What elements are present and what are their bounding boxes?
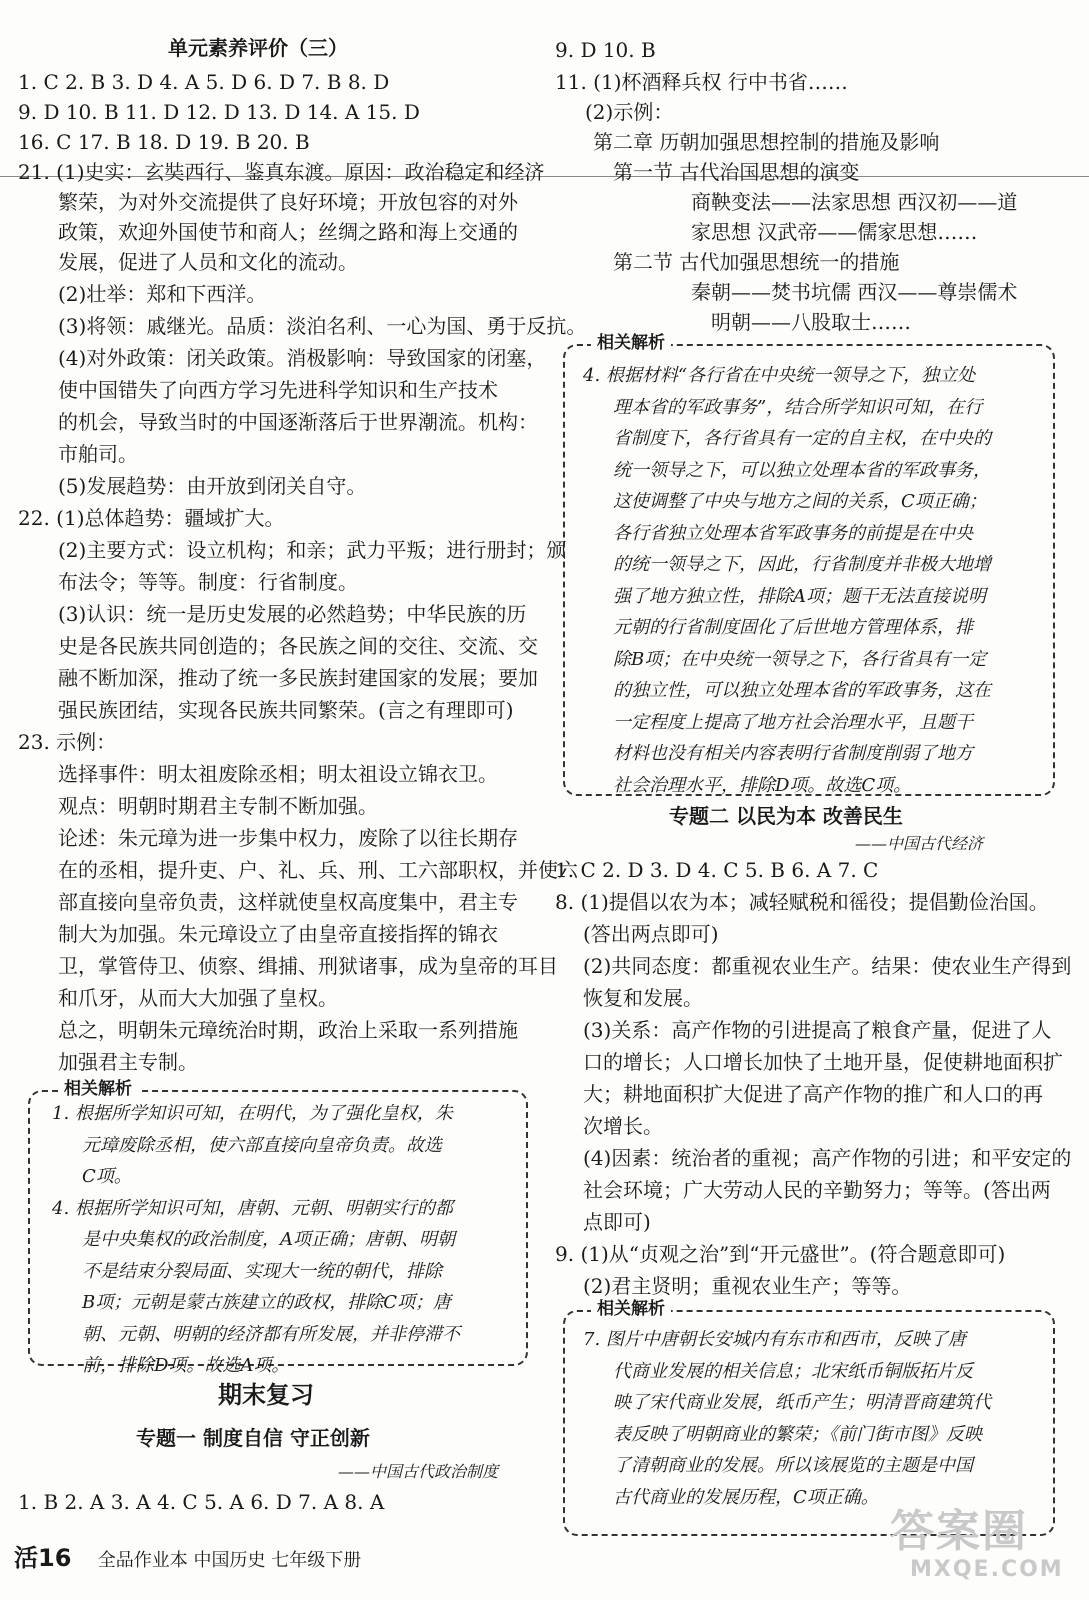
analysis-box-title: 相关解析: [58, 1078, 138, 1100]
page-number: 活16: [14, 1544, 72, 1572]
analysis-line: B项；元朝是蒙古族建立的政权，排除C项；唐: [82, 1292, 451, 1313]
analysis-line: 这使调整了中央与地方之间的关系，C项正确；: [613, 491, 987, 512]
analysis-line: 4. 根据材料“各行省在中央统一领导之下，独立处: [583, 365, 976, 386]
answer-line: 22. (1)总体趋势：疆域扩大。: [18, 506, 285, 530]
analysis-line: 朝、元朝、明朝的经济都有所发展，并非停滞不: [82, 1323, 460, 1345]
analysis-line: 元璋废除丞相，使六部直接向皇帝负责。故选: [82, 1134, 442, 1156]
analysis-line: 的独立性，可以独立处理本省的军政事务，这在: [613, 680, 991, 701]
outline-item: 明朝——八股取士……: [711, 310, 911, 334]
analysis-line: 省制度下，各行省具有一定的自主权，在中央的: [613, 428, 991, 449]
topic-one-subtitle: ——中国古代政治制度: [338, 1462, 499, 1481]
answer-line: 观点：明朝时期君主专制不断加强。: [58, 794, 378, 818]
answer-line: (答出两点即可): [583, 922, 719, 946]
answer-line: 的机会，导致当时的中国逐渐落后于世界潮流。机构：: [58, 410, 538, 434]
watermark-logo: [880, 1495, 1070, 1595]
answer-line: 繁荣，为对外交流提供了良好环境；开放包容的对外: [58, 190, 518, 214]
answer-line: 和爪牙，从而大大加强了皇权。: [58, 986, 338, 1010]
analysis-line: 前，排除D项。故选A项。: [82, 1355, 290, 1376]
analysis-box-title: 相关解析: [591, 332, 671, 354]
answer-line: 1. C 2. D 3. D 4. C 5. B 6. A 7. C: [555, 858, 879, 882]
answer-line: 选择事件：明太祖废除丞相；明太祖设立锦衣卫。: [58, 762, 498, 786]
answer-line: 总之，明朝朱元璋统治时期，政治上采取一系列措施: [58, 1018, 518, 1042]
answer-line: 在的丞相，提升吏、户、礼、兵、刑、工六部职权，并使六: [58, 858, 578, 882]
answer-line: 口的增长；人口增长加快了土地开垦，促使耕地面积扩: [583, 1050, 1063, 1074]
unit-evaluation-title: 单元素养评价（三）: [168, 36, 348, 60]
answer-line: 9. D 10. B: [555, 38, 656, 62]
answer-line: 市舶司。: [58, 442, 138, 466]
analysis-line: 1. 根据所学知识可知，在明代，为了强化皇权，朱: [52, 1103, 453, 1124]
final-review-title: 期末复习: [218, 1381, 314, 1409]
answer-line: 社会环境；广大劳动人民的辛勤努力；等等。(答出两: [583, 1178, 1051, 1202]
answer-line: 8. (1)提倡以农为本；减轻赋税和徭役；提倡勤俭治国。: [555, 890, 1049, 914]
analysis-line: 的统一领导之下，因此，行省制度并非极大地增: [613, 554, 991, 575]
analysis-box-text: [52, 1098, 460, 1382]
analysis-line: 映了宋代商业发展，纸币产生；明清晋商建筑代: [613, 1392, 991, 1413]
answer-line: 21. (1)史实：玄奘西行、鉴真东渡。原因：政治稳定和经济: [18, 160, 545, 184]
answer-line: 点即可): [583, 1210, 651, 1234]
answer-line: 23. 示例：: [18, 730, 117, 754]
outline-section: 第一节 古代治国思想的演变: [613, 160, 860, 184]
answer-line: 1. B 2. A 3. A 4. C 5. A 6. D 7. A 8. A: [18, 1490, 385, 1514]
answer-line: 制大为加强。朱元璋设立了由皇帝直接指挥的锦衣: [58, 922, 498, 946]
answer-line: 9. (1)从“贞观之治”到“开元盛世”。(符合题意即可): [555, 1242, 1006, 1266]
answer-line: 史是各民族共同创造的；各民族之间的交往、交流、交: [58, 634, 538, 658]
answer-line: 恢复和发展。: [583, 986, 703, 1010]
answer-line: (4)对外政策：闭关政策。消极影响：导致国家的闭塞，: [58, 346, 547, 370]
answer-line: 发展，促进了人员和文化的流动。: [58, 250, 358, 274]
analysis-line: 材料也没有相关内容表明行省制度削弱了地方: [613, 743, 973, 764]
answer-line: (3)关系：高产作物的引进提高了粮食产量，促进了人: [583, 1018, 1052, 1042]
outline-chapter: 第二章 历朝加强思想控制的措施及影响: [593, 130, 940, 154]
analysis-line: 元朝的行省制度固化了后世地方管理体系，排: [613, 617, 973, 638]
analysis-line: 强了地方独立性，排除A项；题干无法直接说明: [613, 585, 986, 607]
answer-line: (3)将领：戚继光。品质：淡泊名利、一心为国、勇于反抗。: [58, 314, 587, 338]
answer-line: (2)主要方式：设立机构；和亲；武力平叛；进行册封；颁: [58, 538, 567, 562]
analysis-box-title: 相关解析: [591, 1298, 671, 1320]
analysis-line: 代商业发展的相关信息；北宋纸币铜版拓片反: [613, 1360, 973, 1382]
answer-line: (4)因素：统治者的重视；高产作物的引进；和平安定的: [583, 1146, 1072, 1170]
analysis-box-text: [583, 360, 991, 801]
answer-line: 部直接向皇帝负责，这样就使皇权高度集中，君主专: [58, 890, 518, 914]
topic-two-subtitle: ——中国古代经济: [855, 834, 984, 853]
analysis-line: 理本省的军政事务”，结合所学知识可知，在行: [613, 396, 983, 418]
answer-line: 加强君主专制。: [58, 1050, 198, 1074]
answer-line: 9. D 10. B 11. D 12. D 13. D 14. A 15. D: [18, 100, 420, 124]
answer-line: 卫，掌管侍卫、侦察、缉捕、刑狱诸事，成为皇帝的耳目: [58, 954, 558, 978]
page-footer: [14, 1540, 361, 1576]
analysis-line: C项。: [82, 1166, 132, 1187]
analysis-box-text: [583, 1324, 991, 1513]
outline-item: 家思想 汉武帝——儒家思想……: [691, 220, 978, 244]
analysis-line: 不是结束分裂局面、实现大一统的朝代，排除: [82, 1260, 442, 1282]
answer-line: (2)示例：: [585, 100, 674, 124]
answer-line: (2)壮举：郑和下西洋。: [58, 282, 267, 306]
answer-line: 16. C 17. B 18. D 19. B 20. B: [18, 130, 310, 154]
analysis-line: 是中央集权的政治制度，A项正确；唐朝、明朝: [82, 1229, 455, 1250]
analysis-line: 各行省独立处理本省军政事务的前提是在中央: [613, 522, 973, 544]
answer-line: 布法令；等等。制度：行省制度。: [58, 570, 358, 594]
topic-two-title: 专题二 以民为本 改善民生: [669, 804, 903, 828]
analysis-line: 7. 图片中唐朝长安城内有东市和西市，反映了唐: [583, 1329, 966, 1350]
outline-item: 秦朝——焚书坑儒 西汉——尊崇儒术: [691, 280, 1018, 304]
book-title: 全品作业本 中国历史 七年级下册: [97, 1550, 362, 1571]
watermark-text: 答案圈: [890, 1506, 1028, 1557]
analysis-line: 统一领导之下，可以独立处理本省的军政事务，: [613, 459, 991, 481]
answer-line: (3)认识：统一是历史发展的必然趋势；中华民族的历: [58, 602, 527, 626]
topic-one-title: 专题一 制度自信 守正创新: [136, 1426, 370, 1450]
answer-line: (2)君主贤明；重视农业生产；等等。: [583, 1274, 912, 1298]
answer-line: 强民族团结，实现各民族共同繁荣。(言之有理即可): [58, 698, 514, 722]
answer-line: (2)共同态度：都重视农业生产。结果：使农业生产得到: [583, 954, 1072, 978]
watermark-url: MXQE.COM: [910, 1557, 1064, 1582]
answer-line: 融不断加深，推动了统一多民族封建国家的发展；要加: [58, 666, 538, 690]
analysis-line: 古代商业的发展历程，C项正确。: [613, 1486, 879, 1508]
answer-line: (5)发展趋势：由开放到闭关自守。: [58, 474, 367, 498]
answer-line: 大；耕地面积扩大促进了高产作物的推广和人口的再: [583, 1082, 1043, 1106]
analysis-line: 表反映了明朝商业的繁荣；《前门街市图》反映: [613, 1423, 982, 1445]
answer-line: 11. (1)杯酒释兵权 行中书省……: [555, 70, 848, 94]
analysis-line: 一定程度上提高了地方社会治理水平，且题干: [613, 711, 973, 733]
answer-line: 1. C 2. B 3. D 4. A 5. D 6. D 7. B 8. D: [18, 70, 390, 94]
outline-item: 商鞅变法——法家思想 西汉初——道: [691, 190, 1018, 214]
answer-line: 次增长。: [583, 1114, 663, 1138]
outline-section: 第二节 古代加强思想统一的措施: [613, 250, 900, 274]
analysis-line: 社会治理水平，排除D项。故选C项。: [613, 774, 912, 796]
answer-line: 论述：朱元璋为进一步集中权力，废除了以往长期存: [58, 826, 518, 850]
analysis-line: 除B项；在中央统一领导之下，各行省具有一定: [613, 648, 987, 670]
analysis-line: 了清朝商业的发展。所以该展览的主题是中国: [613, 1455, 973, 1476]
analysis-line: 4. 根据所学知识可知，唐朝、元朝、明朝实行的都: [52, 1197, 453, 1219]
answer-line: 政策，欢迎外国使节和商人；丝绸之路和海上交通的: [58, 220, 518, 244]
answer-line: 使中国错失了向西方学习先进科学知识和生产技术: [58, 378, 498, 402]
